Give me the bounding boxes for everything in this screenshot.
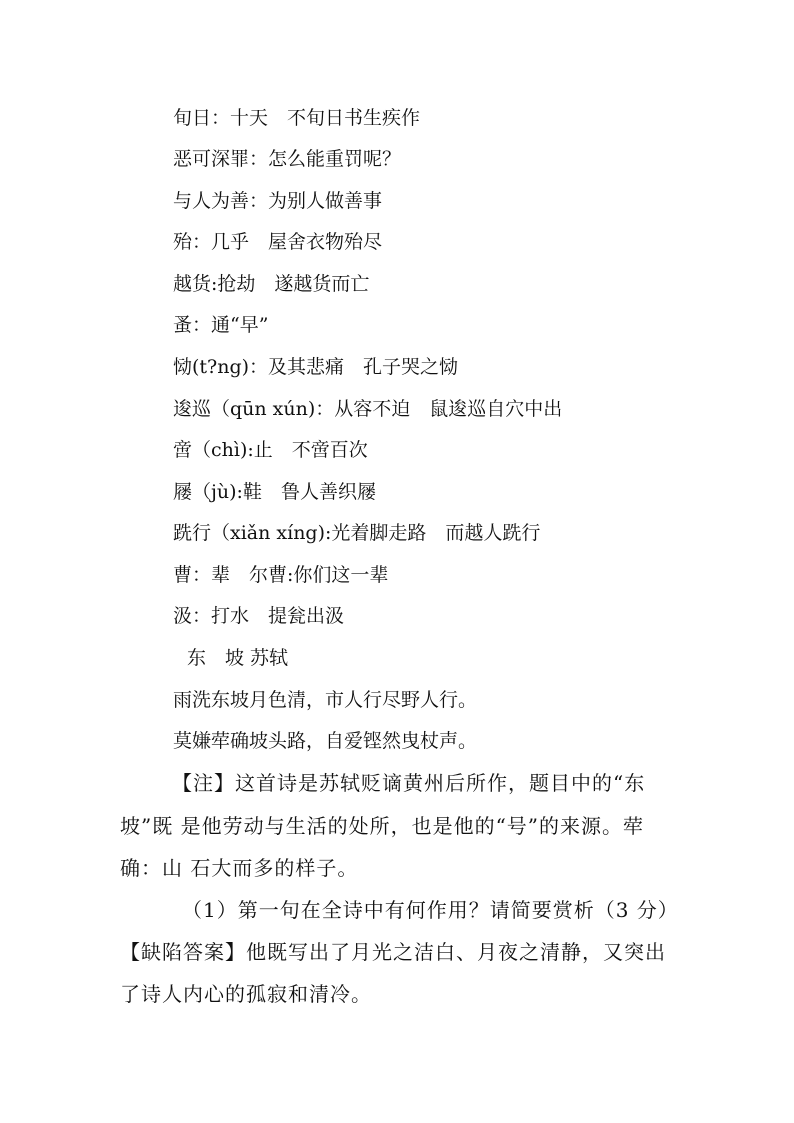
poem-title: 东 坡 苏轼 [187,647,289,669]
glossary-entry: 逡巡（qūn xún)：从容不迫 鼠逡巡自穴中出 [173,398,563,420]
glossary-entry: 越货:抢劫 遂越货而亡 [173,273,370,295]
glossary-entry: 旬日：十天 不旬日书生疾作 [173,107,421,129]
note-line: 坡”既 是他劳动与生活的处所，也是他的“号”的来源。荦 [120,814,645,838]
note-line: 确：山 石大而多的样子。 [120,856,359,880]
glossary-entry: 汲：打水 提瓮出汲 [173,605,345,627]
question-text: （1）第一句在全诗中有何作用？请简要赏析（3 分） [182,898,679,922]
glossary-entry: 跣行（xiǎn xíng):光着脚走路 而越人跣行 [173,522,541,544]
answer-line: 了诗人内心的孤寂和清冷。 [120,982,372,1006]
glossary-entry: 恸(t?ng)：及其悲痛 孔子哭之恸 [173,356,459,378]
glossary-entry: 曹：辈 尔曹:你们这一辈 [173,564,389,586]
answer-line: 【缺陷答案】他既写出了月光之洁白、月夜之清静，又突出 [120,940,666,964]
glossary-entry: 屦（jù):鞋 鲁人善织屦 [173,481,376,503]
poem-line: 雨洗东坡月色清，市人行尽野人行。 [173,689,478,711]
glossary-entry: 蚤：通“早” [173,314,269,336]
glossary-entry: 与人为善：为别人做善事 [173,190,383,212]
poem-line: 莫嫌荦确坡头路，自爱铿然曳杖声。 [173,730,478,752]
note-line: 【注】这首诗是苏轼贬谪黄州后所作，题目中的“东 [172,771,646,795]
glossary-entry: 恶可深罪：怎么能重罚呢？ [173,148,402,170]
glossary-entry: 啻（chì):止 不啻百次 [173,439,368,461]
glossary-entry: 殆：几乎 屋舍衣物殆尽 [173,231,383,253]
